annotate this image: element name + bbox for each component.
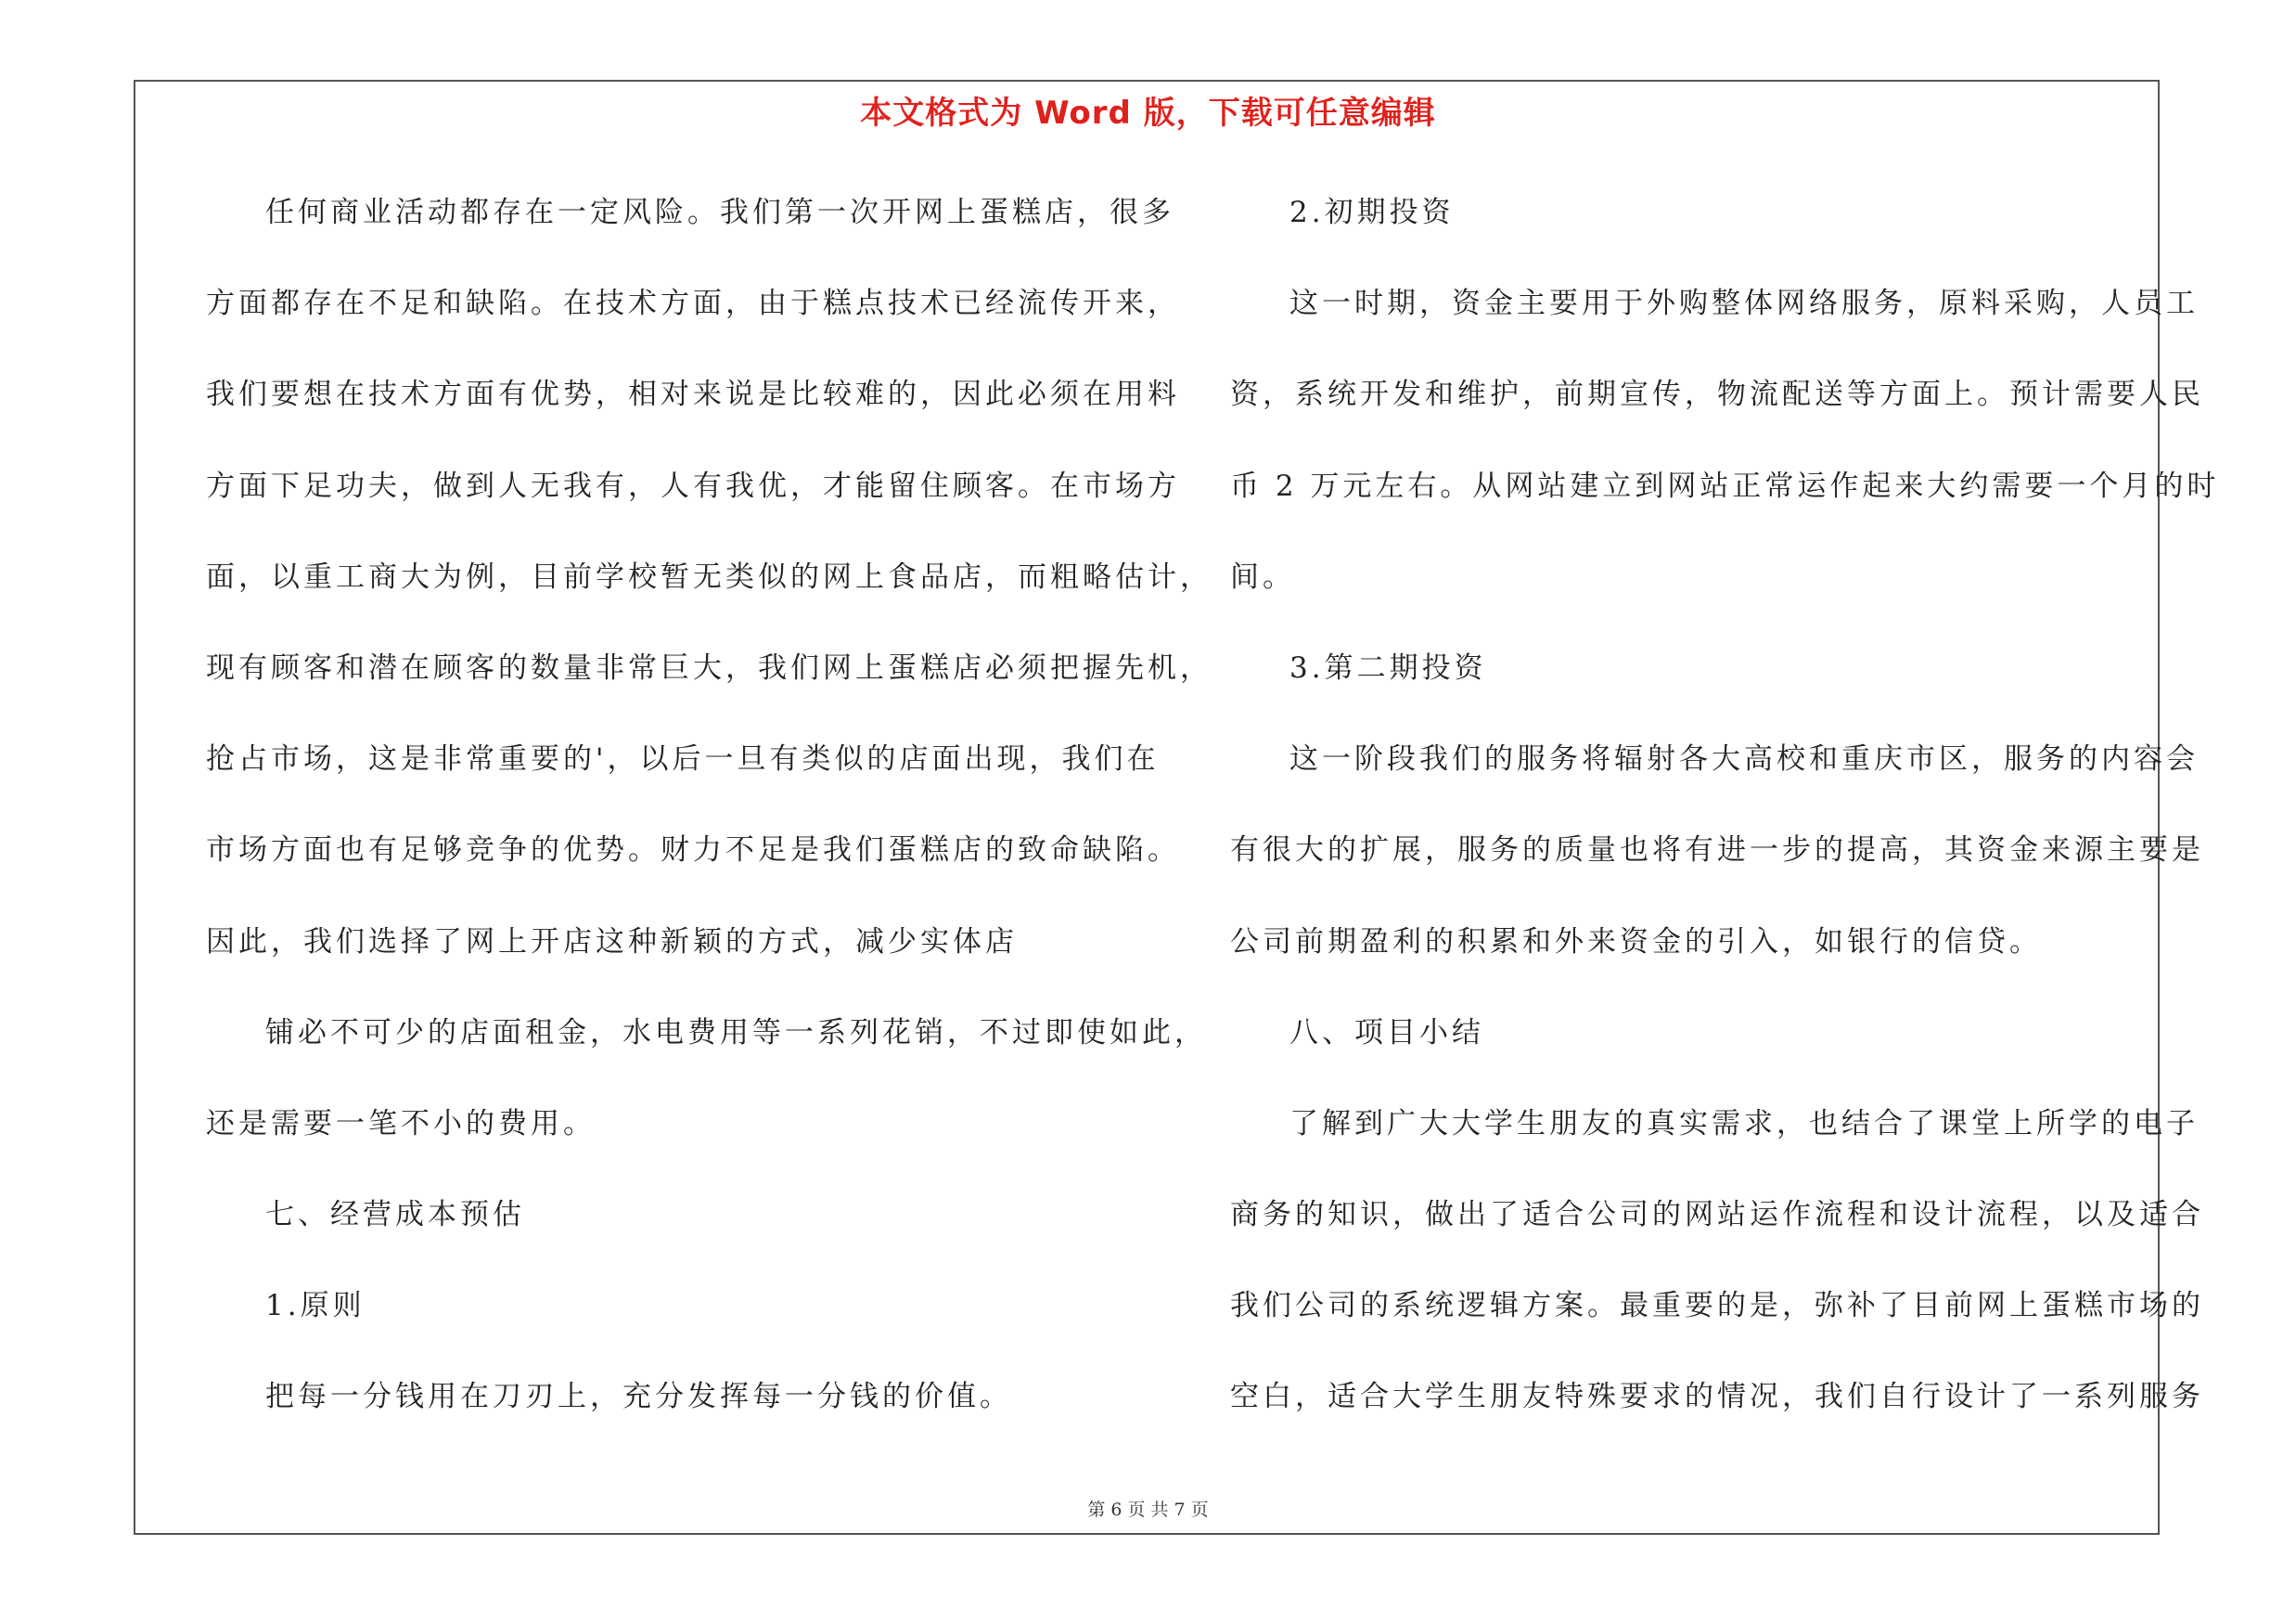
text-line: 面，以重工商大为例，目前学校暂无类似的网上食品店，而粗略估计， (206, 560, 1212, 594)
left-column (206, 186, 1212, 1462)
text-line: 方面都存在不足和缺陷。在技术方面，由于糕点技术已经流传开来， (206, 287, 1180, 321)
text-line: 我们公司的系统逻辑方案。最重要的是，弥补了目前网上蛋糕市场的 (1230, 1289, 2204, 1323)
word-format-banner: 本文格式为 Word 版，下载可任意编辑 (860, 95, 1436, 132)
text-line: 币 2 万元左右。从网站建立到网站正常运作起来大约需要一个月的时 (1230, 469, 2220, 503)
text-line: 间。 (1230, 560, 1295, 594)
text-line: 任何商业活动都存在一定风险。我们第一次开网上蛋糕店，很多 (265, 196, 1174, 229)
text-line: 市场方面也有足够竞争的优势。财力不足是我们蛋糕店的致命缺陷。 (206, 833, 1180, 868)
text-line: 现有顾客和潜在顾客的数量非常巨大，我们网上蛋糕店必须把握先机， (206, 650, 1212, 685)
text-line: 这一阶段我们的服务将辐射各大高校和重庆市区，服务的内容会 (1289, 742, 2199, 777)
text-line: 方面下足功夫，做到人无我有，人有我优，才能留住顾客。在市场方 (206, 469, 1180, 503)
text-line: 铺必不可少的店面租金，水电费用等一系列花销，不过即使如此， (265, 1015, 1207, 1050)
text-line: 把每一分钱用在刀刃上，充分发挥每一分钱的价值。 (265, 1380, 1012, 1414)
text-line: 有很大的扩展，服务的质量也将有进一步的提高，其资金来源主要是 (1230, 833, 2204, 868)
text-line: 这一时期，资金主要用于外购整体网络服务，原料采购，人员工 (1289, 287, 2199, 321)
text-line: 还是需要一笔不小的费用。 (206, 1106, 596, 1140)
text-line: 七、经营成本预估 (265, 1198, 525, 1232)
text-line: 八、项目小结 (1289, 1015, 1484, 1050)
text-line: 我们要想在技术方面有优势，相对来说是比较难的，因此必须在用料 (206, 378, 1180, 412)
text-line: 2.初期投资 (1289, 196, 1455, 229)
text-line: 空白，适合大学生朋友特殊要求的情况，我们自行设计了一系列服务 (1230, 1380, 2204, 1414)
text-line: 了解到广大大学生朋友的真实需求，也结合了课堂上所学的电子 (1289, 1106, 2199, 1140)
text-line: 商务的知识，做出了适合公司的网站运作流程和设计流程，以及适合 (1230, 1198, 2204, 1232)
right-column (1230, 186, 2220, 1462)
text-line: 3.第二期投资 (1289, 650, 1487, 685)
text-line: 抢占市场，这是非常重要的'，以后一旦有类似的店面出现，我们在 (206, 742, 1160, 777)
text-line: 公司前期盈利的积累和外来资金的引入，如银行的信贷。 (1230, 924, 2042, 959)
text-line: 资，系统开发和维护，前期宣传，物流配送等方面上。预计需要人民 (1230, 378, 2204, 412)
text-line: 1.原则 (265, 1289, 366, 1323)
page-number: 第 6 页 共 7 页 (1087, 1500, 1209, 1520)
text-line: 因此，我们选择了网上开店这种新颖的方式，减少实体店 (206, 924, 1018, 959)
